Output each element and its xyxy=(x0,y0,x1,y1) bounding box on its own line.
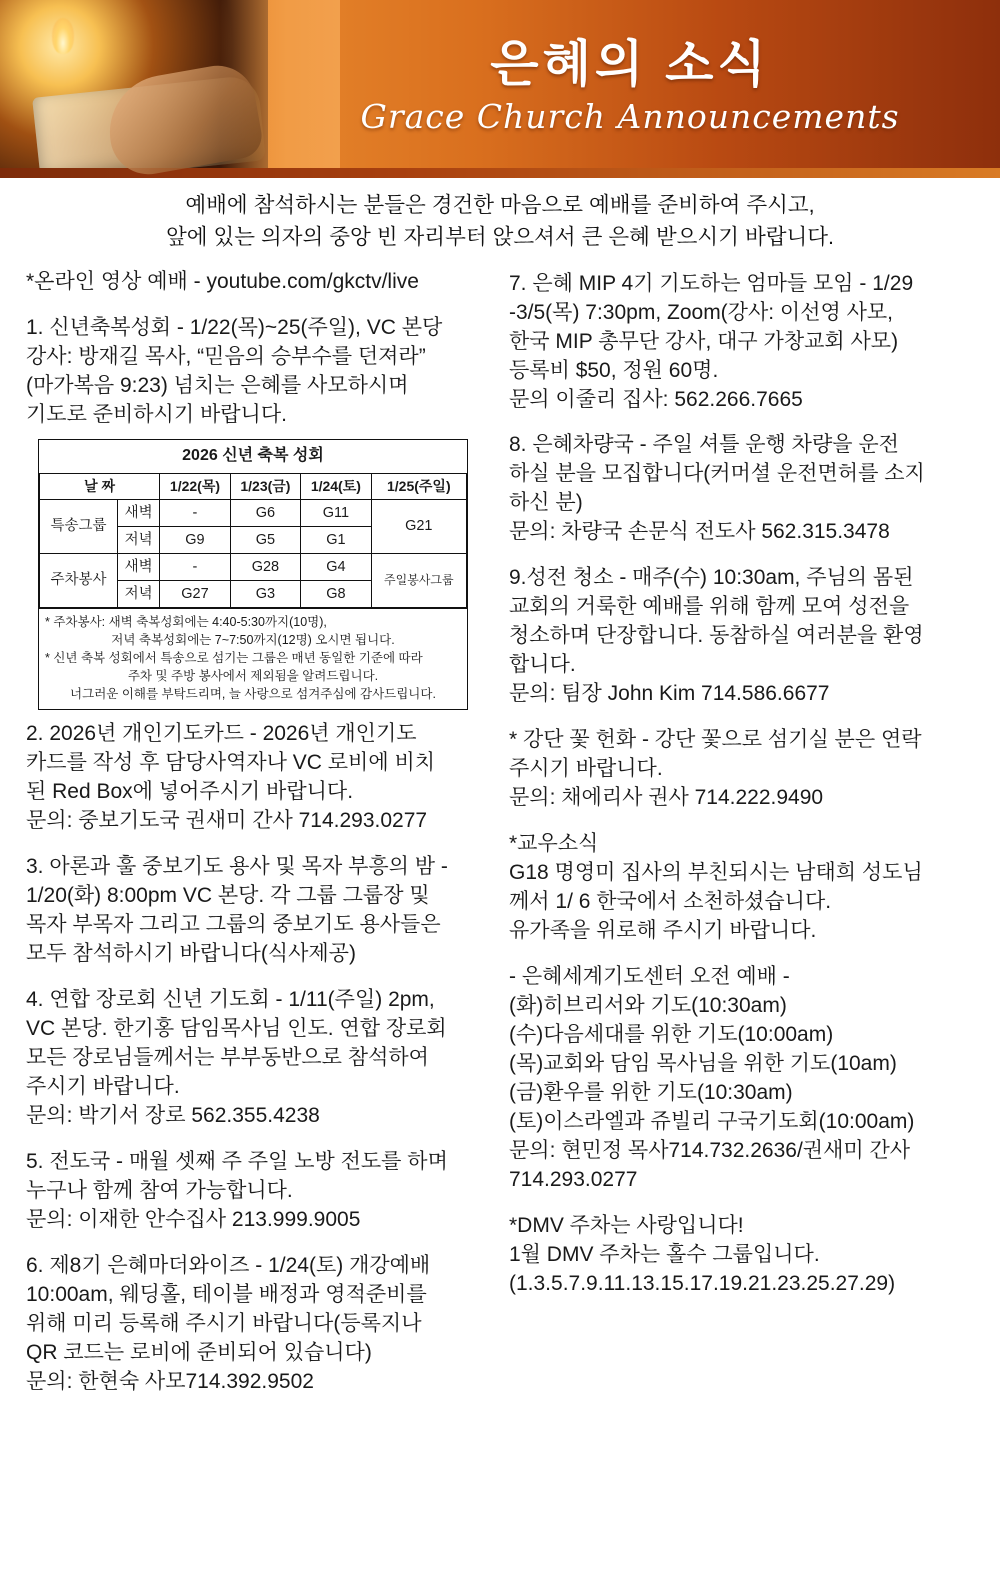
table-header-date: 날 짜 xyxy=(40,473,160,499)
page-header xyxy=(0,0,1000,178)
announcement-item-6 xyxy=(26,1252,491,1397)
item3-line-1: 3. 아론과 훌 중보기도 용사 및 목자 부흥의 밤 - xyxy=(26,855,448,879)
item4-line-3: 모든 장로님들께서는 부부동반으로 참석하여 xyxy=(26,1046,429,1070)
table-note-1: * 주차봉사: 새벽 축복성회에는 4:40-5:30까지(10명), xyxy=(45,614,327,629)
announcement-item-5 xyxy=(26,1148,491,1235)
item8-line-3: 하신 분) xyxy=(509,491,583,515)
dmv-line-2: 1월 DMV 주차는 홀수 그룹입니다. xyxy=(509,1242,820,1266)
online-worship-link[interactable] xyxy=(26,268,491,297)
row-group-parking: 주차봉사 xyxy=(40,553,118,607)
table-header-d2: 1/23(금) xyxy=(230,473,300,499)
table-note-4: 주차 및 주방 봉사에서 제외됨을 알려드립니다. xyxy=(127,669,379,684)
cell-r4-d1: G27 xyxy=(160,580,230,607)
item6-line-4: QR 코드는 로비에 준비되어 있습니다) xyxy=(26,1340,372,1364)
cell-r1-d1: - xyxy=(160,499,230,526)
flower-contact: 문의: 채에리사 권사 714.222.9490 xyxy=(509,786,824,810)
announcement-item-9 xyxy=(509,564,974,709)
item1-line-2: 강사: 방재길 목사, “믿음의 승부수를 던져라” xyxy=(26,344,426,368)
flower-line-1: * 강단 꽃 헌화 - 강단 꽃으로 섬기실 분은 연락 xyxy=(509,728,922,752)
left-column xyxy=(26,268,491,1414)
item3-line-2: 1/20(화) 8:00pm VC 본당. 각 그룹 그룹장 및 xyxy=(26,884,430,908)
prayer-sat: (토)이스라엘과 쥬빌리 구국기도회(10:00am) xyxy=(509,1109,915,1133)
item9-line-2: 교회의 거룩한 예배를 위해 함께 모여 성전을 xyxy=(509,595,910,619)
worship-notice-line-1: 예배에 참석하시는 분들은 경건한 마음으로 예배를 준비하여 주시고, xyxy=(185,193,815,217)
worship-notice xyxy=(0,190,1000,254)
item7-contact: 문의 이줄리 집사: 562.266.7665 xyxy=(509,387,803,411)
announcement-item-7 xyxy=(509,270,974,415)
cell-r1-d4: G21 xyxy=(371,499,466,553)
announcement-item-1 xyxy=(26,314,491,430)
cell-r3-d4: 주일봉사그룹 xyxy=(371,553,466,607)
item5-line-1: 5. 전도국 - 매월 셋째 주 주일 노방 전도를 하며 xyxy=(26,1150,448,1174)
header-title-korean: 은혜의 소식 xyxy=(490,36,770,92)
member-news-line-4: 유가족을 위로해 주시기 바랍니다. xyxy=(509,919,817,942)
item7-line-2: -3/5(목) 7:30pm, Zoom(강사: 이선영 사모, xyxy=(509,300,894,324)
prayer-wed: (수)다음세대를 위한 기도(10:00am) xyxy=(509,1022,834,1046)
member-news-heading: *교우소식 xyxy=(509,832,599,856)
dmv-dates: (1.3.5.7.9.11.13.15.17.19.21.23.25.27.29) xyxy=(509,1271,896,1295)
table-notes xyxy=(39,608,467,710)
member-news xyxy=(509,830,974,946)
announcement-item-8 xyxy=(509,431,974,547)
announcement-item-2 xyxy=(26,720,491,836)
revival-schedule-table xyxy=(38,439,468,710)
table-row xyxy=(40,553,467,580)
table-row xyxy=(40,499,467,526)
header-title-english: Grace Church Announcements xyxy=(360,96,900,136)
dmv-parking-notice xyxy=(509,1212,974,1299)
prayer-thu: (목)교회와 담임 목사님을 위한 기도(10am) xyxy=(509,1051,897,1075)
item1-line-1: 1. 신년축복성회 - 1/22(목)~25(주일), VC 본당 xyxy=(26,315,443,339)
announcement-item-4 xyxy=(26,986,491,1131)
header-titles xyxy=(270,38,990,136)
item9-line-1: 9.성전 청소 - 매주(수) 10:30am, 주님의 몸된 xyxy=(509,566,914,590)
table-header-d3: 1/24(토) xyxy=(301,473,371,499)
flower-line-2: 주시기 바랍니다. xyxy=(509,757,663,781)
item7-line-4: 등록비 $50, 정원 60명. xyxy=(509,358,719,382)
prayer-fri: (금)환우를 위한 기도(10:30am) xyxy=(509,1080,793,1104)
table-note-5: 너그러운 이해를 부탁드리며, 늘 사랑으로 섬겨주심에 감사드립니다. xyxy=(70,687,436,702)
prayer-contact-1: 문의: 현민정 목사714.732.2636/권새미 간사 xyxy=(509,1138,911,1162)
item1-line-4: 기도로 준비하시기 바랍니다. xyxy=(26,402,287,426)
cell-r3-d1: - xyxy=(160,553,230,580)
item7-line-1: 7. 은혜 MIP 4기 기도하는 엄마들 모임 - 1/29 xyxy=(509,271,914,295)
item2-line-2: 카드를 작성 후 담당사역자나 VC 로비에 비치 xyxy=(26,751,436,775)
item6-line-1: 6. 제8기 은혜마더와이즈 - 1/24(토) 개강예배 xyxy=(26,1253,431,1277)
item4-line-4: 주시기 바랍니다. xyxy=(26,1075,180,1099)
cell-r2-d2: G5 xyxy=(230,526,300,553)
item1-line-3: (마가복음 9:23) 넘치는 은혜를 사모하시며 xyxy=(26,373,409,397)
announcement-item-3 xyxy=(26,853,491,969)
item9-line-4: 합니다. xyxy=(509,653,576,677)
table-title: 2026 신년 축복 성회 xyxy=(40,440,467,473)
item7-line-3: 한국 MIP 총무단 강사, 대구 가창교회 사모) xyxy=(509,329,899,353)
row-time-evening-1: 저녁 xyxy=(118,526,160,553)
item6-line-2: 10:00am, 웨딩홀, 테이블 배정과 영적준비를 xyxy=(26,1282,427,1306)
row-time-dawn-1: 새벽 xyxy=(118,499,160,526)
item6-line-3: 위해 미리 등록해 주시기 바랍니다(등록지나 xyxy=(26,1311,422,1335)
prayer-contact-2: 714.293.0277 xyxy=(509,1167,638,1191)
right-column xyxy=(509,268,974,1414)
item5-contact: 문의: 이재한 안수집사 213.999.9005 xyxy=(26,1208,361,1232)
item5-line-2: 누구나 함께 참여 가능합니다. xyxy=(26,1179,293,1203)
item2-line-1: 2. 2026년 개인기도카드 - 2026년 개인기도 xyxy=(26,722,417,746)
cell-r4-d2: G3 xyxy=(230,580,300,607)
item8-contact: 문의: 차량국 손문식 전도사 562.315.3478 xyxy=(509,520,890,544)
item8-line-2: 하실 분을 모집합니다(커머셜 운전면허를 소지 xyxy=(509,462,925,486)
table-header-d4: 1/25(주일) xyxy=(371,473,466,499)
pulpit-flower-offering xyxy=(509,726,974,813)
online-worship-text: *온라인 영상 예배 - youtube.com/gkctv/live xyxy=(26,269,419,293)
item8-line-1: 8. 은혜차량국 - 주일 셔틀 운행 차량을 운전 xyxy=(509,433,899,457)
dmv-heading: *DMV 주차는 사랑입니다! xyxy=(509,1213,744,1237)
row-time-evening-2: 저녁 xyxy=(118,580,160,607)
item9-contact: 문의: 팀장 John Kim 714.586.6677 xyxy=(509,682,830,706)
table-note-3: * 신년 축복 성회에서 특송으로 섬기는 그룹은 매년 동일한 기준에 따라 xyxy=(45,651,423,666)
row-group-special-song: 특송그룹 xyxy=(40,499,118,553)
member-news-line-3: 께서 1/ 6 한국에서 소천하셨습니다. xyxy=(509,890,832,914)
item2-contact: 문의: 중보기도국 권새미 간사 714.293.0277 xyxy=(26,809,428,833)
cell-r4-d3: G8 xyxy=(301,580,371,607)
prayer-heading: - 은혜세계기도센터 오전 예배 - xyxy=(509,964,790,988)
row-time-dawn-2: 새벽 xyxy=(118,553,160,580)
item4-line-2: VC 본당. 한기홍 담임목사님 인도. 연합 장로회 xyxy=(26,1017,447,1041)
cell-r2-d3: G1 xyxy=(301,526,371,553)
cell-r1-d3: G11 xyxy=(301,499,371,526)
cell-r1-d2: G6 xyxy=(230,499,300,526)
cell-r3-d3: G4 xyxy=(301,553,371,580)
member-news-line-2: G18 명영미 집사의 부친되시는 남태희 성도님 xyxy=(509,861,923,885)
table-note-2: 저녁 축복성회에는 7~7:50까지(12명) 오시면 됩니다. xyxy=(111,632,395,647)
item4-line-1: 4. 연합 장로회 신년 기도회 - 1/11(주일) 2pm, xyxy=(26,988,435,1012)
table-header-d1: 1/22(목) xyxy=(160,473,230,499)
candle-flame-icon xyxy=(52,18,74,54)
item6-contact: 문의: 한현숙 사모714.392.9502 xyxy=(26,1369,314,1393)
item3-line-4: 모두 참석하시기 바랍니다(식사제공) xyxy=(26,942,356,966)
item4-contact: 문의: 박기서 장로 562.355.4238 xyxy=(26,1104,320,1128)
prayer-tue: (화)히브리서와 기도(10:30am) xyxy=(509,993,787,1017)
announcements-columns xyxy=(0,254,1000,1414)
cell-r2-d1: G9 xyxy=(160,526,230,553)
item9-line-3: 청소하며 단장합니다. 동참하실 여러분을 환영 xyxy=(509,624,924,648)
item2-line-3: 된 Red Box에 넣어주시기 바랍니다. xyxy=(26,780,354,804)
item3-line-3: 목자 부목자 그리고 그룹의 중보기도 용사들은 xyxy=(26,913,441,937)
prayer-center-schedule xyxy=(509,963,974,1195)
worship-notice-line-2: 앞에 있는 의자의 중앙 빈 자리부터 앉으셔서 큰 은혜 받으시기 바랍니다. xyxy=(165,224,834,249)
cell-r3-d2: G28 xyxy=(230,553,300,580)
